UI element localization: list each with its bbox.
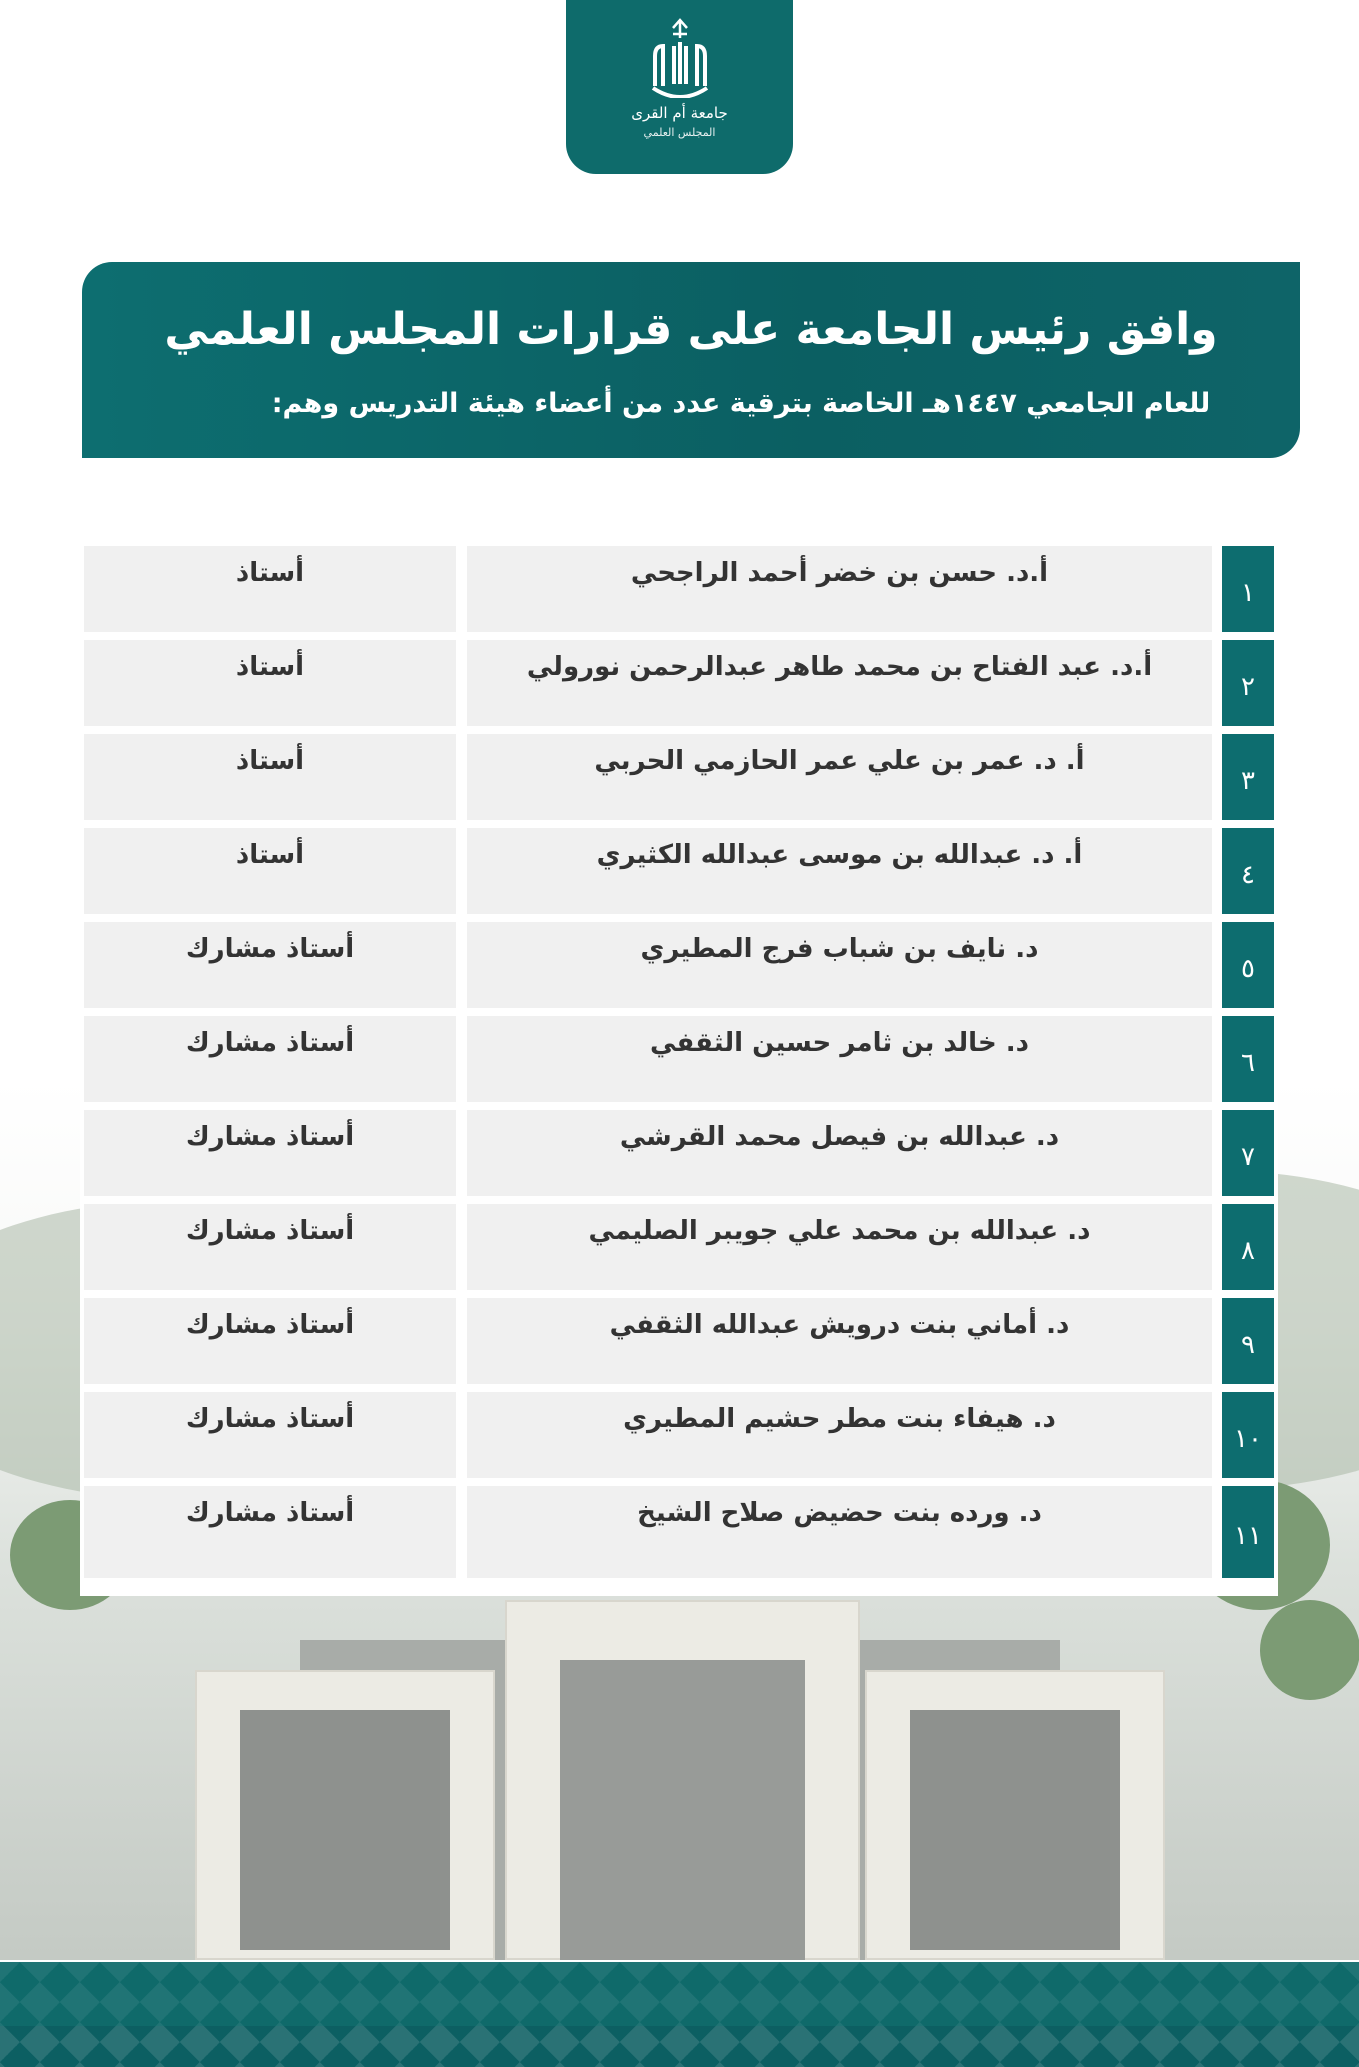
member-name: أ. د. عبدالله بن موسى عبدالله الكثيري xyxy=(467,828,1212,914)
banner-title: وافق رئيس الجامعة على قرارات المجلس العلمي xyxy=(164,304,1218,355)
table-row xyxy=(84,546,1274,632)
row-number: ١١ xyxy=(1222,1486,1274,1578)
table-row xyxy=(84,1110,1274,1196)
row-number: ٩ xyxy=(1222,1298,1274,1384)
member-name: د. نايف بن شباب فرج المطيري xyxy=(467,922,1212,1008)
member-rank: أستاذ xyxy=(84,546,456,632)
member-rank: أستاذ مشارك xyxy=(84,1016,456,1102)
table-row xyxy=(84,640,1274,726)
row-number: ٨ xyxy=(1222,1204,1274,1290)
header-banner xyxy=(82,262,1300,458)
member-rank: أستاذ xyxy=(84,640,456,726)
row-number: ٣ xyxy=(1222,734,1274,820)
member-name: د. ورده بنت حضيض صلاح الشيخ xyxy=(467,1486,1212,1578)
banner-subtitle: للعام الجامعي ١٤٤٧هـ الخاصة بترقية عدد من أعضاء هيئة التدريس وهم: xyxy=(271,388,1211,419)
logo-subtitle: المجلس العلمي xyxy=(643,126,716,139)
table-row xyxy=(84,922,1274,1008)
table-row xyxy=(84,734,1274,820)
table-row xyxy=(84,1298,1274,1384)
table-row xyxy=(84,1016,1274,1102)
member-rank: أستاذ مشارك xyxy=(84,1486,456,1578)
row-number: ٧ xyxy=(1222,1110,1274,1196)
footer-pattern-strip xyxy=(0,1962,1359,2026)
university-emblem-icon xyxy=(645,16,715,98)
member-rank: أستاذ مشارك xyxy=(84,922,456,1008)
member-name: د. عبدالله بن محمد علي جويبر الصليمي xyxy=(467,1204,1212,1290)
university-logo xyxy=(566,0,793,174)
member-name: أ. د. عمر بن علي عمر الحازمي الحربي xyxy=(467,734,1212,820)
row-number: ٦ xyxy=(1222,1016,1274,1102)
member-rank: أستاذ xyxy=(84,828,456,914)
table-row xyxy=(84,1392,1274,1478)
member-name: د. هيفاء بنت مطر حشيم المطيري xyxy=(467,1392,1212,1478)
table-row xyxy=(84,1204,1274,1290)
row-number: ٢ xyxy=(1222,640,1274,726)
member-name: أ.د. حسن بن خضر أحمد الراجحي xyxy=(467,546,1212,632)
table-row xyxy=(84,828,1274,914)
member-rank: أستاذ xyxy=(84,734,456,820)
table-row xyxy=(84,1486,1274,1578)
row-number: ١ xyxy=(1222,546,1274,632)
member-name: د. أماني بنت درويش عبدالله الثقفي xyxy=(467,1298,1212,1384)
row-number: ١٠ xyxy=(1222,1392,1274,1478)
member-name: أ.د. عبد الفتاح بن محمد طاهر عبدالرحمن نورولي xyxy=(467,640,1212,726)
member-name: د. خالد بن ثامر حسين الثقفي xyxy=(467,1016,1212,1102)
member-rank: أستاذ مشارك xyxy=(84,1204,456,1290)
member-rank: أستاذ مشارك xyxy=(84,1110,456,1196)
row-number: ٤ xyxy=(1222,828,1274,914)
promotions-table xyxy=(84,546,1274,1586)
member-rank: أستاذ مشارك xyxy=(84,1298,456,1384)
member-name: د. عبدالله بن فيصل محمد القرشي xyxy=(467,1110,1212,1196)
member-rank: أستاذ مشارك xyxy=(84,1392,456,1478)
row-number: ٥ xyxy=(1222,922,1274,1008)
logo-name: جامعة أم القرى xyxy=(631,104,728,122)
